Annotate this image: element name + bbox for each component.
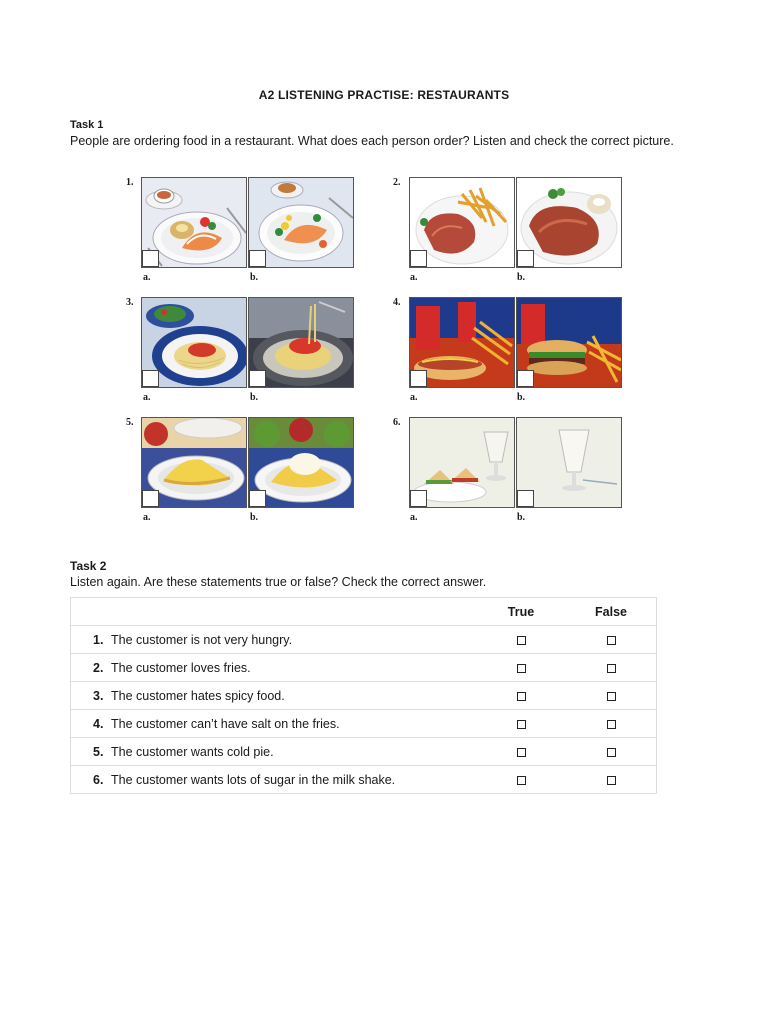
false-checkbox[interactable]	[607, 720, 616, 729]
task1-instruction: People are ordering food in a restaurant. What does each person order? Listen and check the correct picture.	[70, 134, 674, 148]
option-label-a: a.	[410, 512, 418, 523]
option-checkbox[interactable]	[410, 250, 427, 267]
true-checkbox[interactable]	[517, 748, 526, 757]
option-label-b: b.	[250, 272, 259, 283]
item-number-5: 5.	[126, 417, 134, 428]
task1-heading: Task 1	[70, 119, 104, 131]
item-number-2: 2.	[393, 177, 401, 188]
statement-text: The customer wants lots of sugar in the milk shake.	[111, 772, 396, 787]
false-checkbox[interactable]	[607, 636, 616, 645]
option-label-a: a.	[410, 392, 418, 403]
false-checkbox[interactable]	[607, 748, 616, 757]
burger-fries-drink-picture	[516, 297, 622, 388]
spaghetti-picture	[248, 297, 354, 388]
option-label-b: b.	[517, 272, 526, 283]
true-checkbox[interactable]	[517, 692, 526, 701]
item-number-1: 1.	[126, 177, 134, 188]
table-row	[71, 626, 657, 654]
salmon-vegetables-soup-picture	[248, 177, 354, 268]
true-checkbox[interactable]	[517, 664, 526, 673]
item-number-4: 4.	[393, 297, 401, 308]
true-false-table	[70, 597, 657, 794]
table-row	[71, 738, 657, 766]
table-row	[71, 682, 657, 710]
spaghetti-with-salad-picture	[141, 297, 247, 388]
option-label-b: b.	[517, 392, 526, 403]
false-checkbox[interactable]	[607, 776, 616, 785]
pie-with-ice-cream-picture	[248, 417, 354, 508]
statement-number: 4.	[93, 716, 104, 731]
option-checkbox[interactable]	[517, 250, 534, 267]
table-header-row	[71, 598, 657, 626]
option-label-a: a.	[143, 272, 151, 283]
item-number-6: 6.	[393, 417, 401, 428]
table-row	[71, 710, 657, 738]
steak-with-baked-potato-picture	[516, 177, 622, 268]
statement-number: 2.	[93, 660, 104, 675]
statement-text: The customer can’t have salt on the fries.	[111, 716, 340, 731]
sandwich-and-milkshake-picture	[409, 417, 515, 508]
false-checkbox[interactable]	[607, 664, 616, 673]
true-checkbox[interactable]	[517, 636, 526, 645]
option-label-b: b.	[517, 512, 526, 523]
statement-text: The customer is not very hungry.	[111, 632, 293, 647]
false-column-header: False	[566, 598, 657, 626]
table-row	[71, 766, 657, 794]
option-checkbox[interactable]	[517, 370, 534, 387]
option-checkbox[interactable]	[410, 490, 427, 507]
task2-heading: Task 2	[70, 559, 107, 573]
true-checkbox[interactable]	[517, 776, 526, 785]
option-checkbox[interactable]	[249, 370, 266, 387]
option-checkbox[interactable]	[517, 490, 534, 507]
true-checkbox[interactable]	[517, 720, 526, 729]
option-checkbox[interactable]	[249, 490, 266, 507]
option-label-b: b.	[250, 392, 259, 403]
option-checkbox[interactable]	[142, 250, 159, 267]
statement-number: 6.	[93, 772, 104, 787]
pie-slice-picture	[141, 417, 247, 508]
page-title: A2 LISTENING PRACTISE: RESTAURANTS	[258, 88, 510, 102]
option-label-a: a.	[410, 272, 418, 283]
steak-with-fries-picture	[409, 177, 515, 268]
milkshake-picture	[516, 417, 622, 508]
task2-instruction: Listen again. Are these statements true or false? Check the correct answer.	[70, 575, 487, 589]
option-label-a: a.	[143, 512, 151, 523]
table-row	[71, 654, 657, 682]
statement-header	[71, 598, 477, 626]
option-checkbox[interactable]	[142, 490, 159, 507]
item-number-3: 3.	[126, 297, 134, 308]
option-checkbox[interactable]	[249, 250, 266, 267]
statement-number: 1.	[93, 632, 104, 647]
statement-text: The customer hates spicy food.	[111, 688, 285, 703]
true-column-header: True	[476, 598, 566, 626]
statement-text: The customer wants cold pie.	[111, 744, 274, 759]
false-checkbox[interactable]	[607, 692, 616, 701]
option-label-a: a.	[143, 392, 151, 403]
statement-text: The customer loves fries.	[111, 660, 251, 675]
salmon-baked-potato-tea-picture	[141, 177, 247, 268]
option-checkbox[interactable]	[142, 370, 159, 387]
hot-dog-fries-drink-picture	[409, 297, 515, 388]
option-label-b: b.	[250, 512, 259, 523]
statement-number: 3.	[93, 688, 104, 703]
option-checkbox[interactable]	[410, 370, 427, 387]
statement-number: 5.	[93, 744, 104, 759]
